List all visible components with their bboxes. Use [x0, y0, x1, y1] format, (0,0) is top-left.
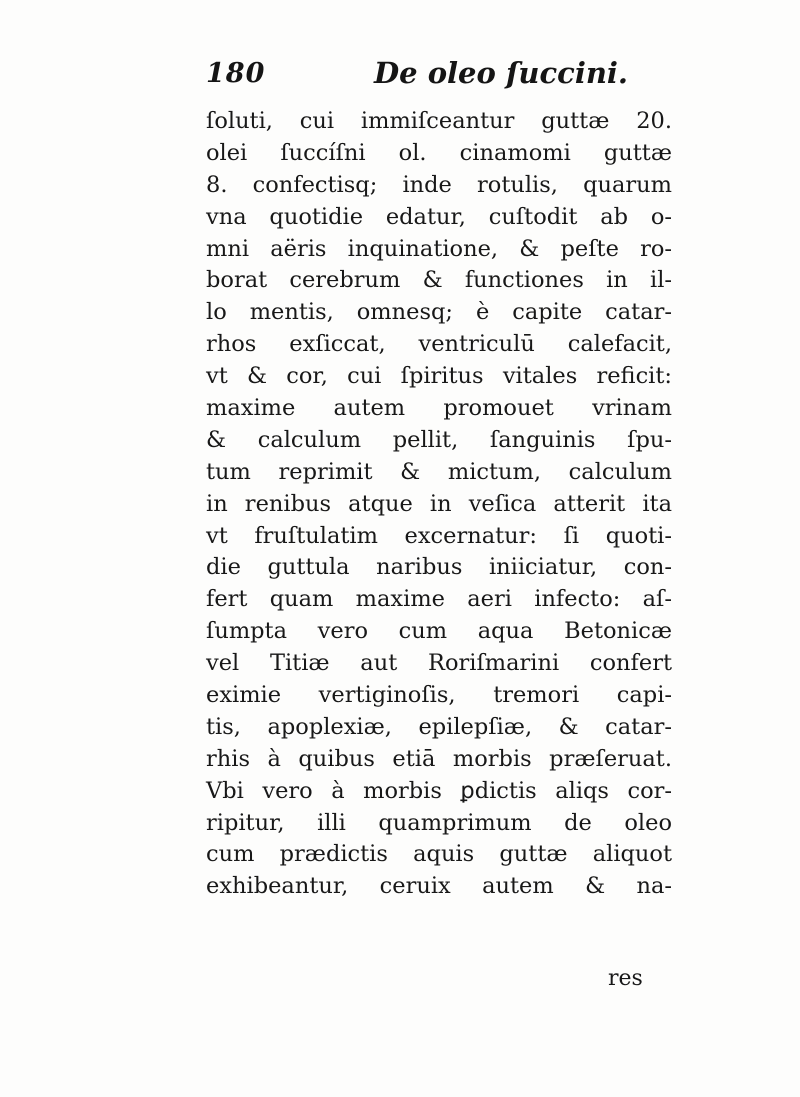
text-line: vt fruſtulatim excernatur: ſi quoti-	[206, 522, 672, 549]
text-line: ſumpta vero cum aqua Betonicæ	[206, 618, 672, 645]
text-line: tum reprimit & mictum, calculum	[206, 458, 672, 485]
text-line: lo mentis, omnesq; è capite catar-	[206, 299, 672, 326]
text-line: vna quotidie edatur, cuſtodit ab o-	[206, 203, 672, 230]
text-line: Vbi vero à morbis ꝑdictis aliqs cor-	[206, 777, 672, 804]
text-line: & calculum pellit, ſanguinis ſpu-	[206, 426, 672, 453]
text-line: rhos exſiccat, ventriculū calefacit,	[206, 331, 672, 358]
text-line: 8. confectisq; inde rotulis, quarum	[206, 171, 672, 198]
text-line: borat cerebrum & functiones in il-	[206, 267, 672, 294]
page-header	[206, 52, 666, 98]
text-line: tis, apoplexiæ, epilepſiæ, & catar-	[206, 713, 672, 740]
text-line: fert quam maxime aeri infecto: aſ-	[206, 586, 672, 613]
text-line: die guttula naribus iniiciatur, con-	[206, 554, 672, 581]
text-line: rhis à quibus etiā morbis præſeruat.	[206, 745, 672, 772]
text-line: ſoluti, cui immiſceantur guttæ 20.	[206, 108, 672, 134]
text-line: maxime autem promouet vrinam	[206, 395, 672, 422]
text-line: vel Titiæ aut Roriſmarini confert	[206, 650, 672, 677]
text-line: cum prædictis aquis guttæ aliquot	[206, 841, 672, 868]
catchword: res	[608, 966, 643, 991]
text-line: mni aëris inquinatione, & peſte ro-	[206, 235, 672, 262]
text-line: olei ſuccíſni ol. cinamomi guttæ	[206, 139, 672, 166]
running-title: De oleo ſuccini.	[374, 56, 629, 90]
text-line: ripitur, illi quamprimum de oleo	[206, 809, 672, 836]
text-line: exhibeantur, ceruix autem & na-	[206, 873, 672, 900]
text-line: in renibus atque in veſica atterit ita	[206, 490, 672, 517]
page-number: 180	[206, 58, 266, 89]
text-line: eximie vertiginoſis, tremori capi-	[206, 682, 672, 709]
body-text	[206, 106, 672, 903]
text-line: vt & cor, cui ſpiritus vitales reficit:	[206, 363, 672, 390]
